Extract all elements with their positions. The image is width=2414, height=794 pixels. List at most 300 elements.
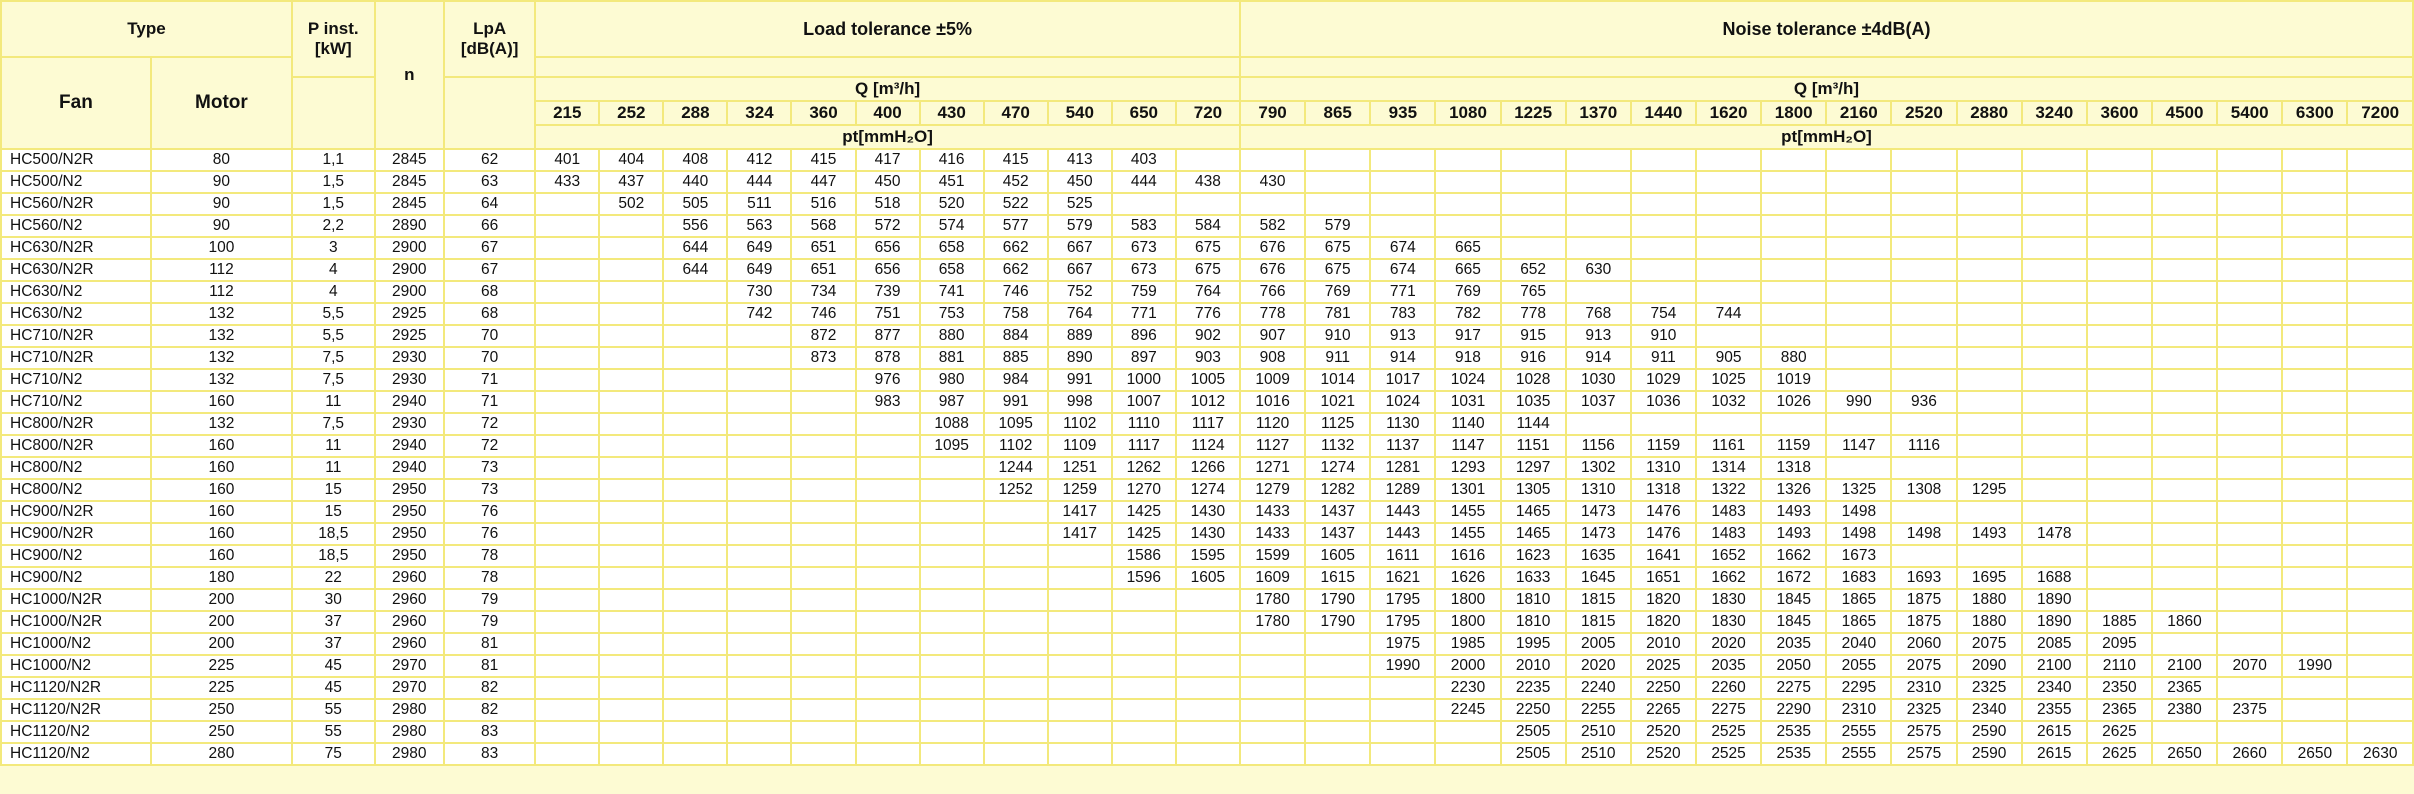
cell-pressure	[1761, 281, 1826, 303]
cell-pressure	[2087, 545, 2152, 567]
cell-pressure	[727, 721, 791, 743]
cell-pressure: 1159	[1761, 435, 1826, 457]
cell-motor: 90	[151, 193, 292, 215]
cell-pressure: 980	[920, 369, 984, 391]
cell-pressure: 783	[1370, 303, 1435, 325]
cell-pressure	[920, 545, 984, 567]
cell-pressure	[2282, 281, 2347, 303]
cell-pressure	[1240, 743, 1305, 765]
cell-pressure	[1370, 699, 1435, 721]
cell-pressure: 990	[1826, 391, 1891, 413]
cell-pressure: 667	[1048, 259, 1112, 281]
cell-pressure: 2275	[1761, 677, 1826, 699]
cell-pressure: 2520	[1631, 743, 1696, 765]
cell-pressure	[599, 325, 663, 347]
table-row	[1, 171, 2413, 193]
cell-motor: 200	[151, 589, 292, 611]
cell-pressure: 1024	[1435, 369, 1500, 391]
cell-pressure	[2347, 413, 2413, 435]
cell-pressure: 408	[663, 149, 727, 171]
cell-pressure	[599, 237, 663, 259]
cell-pressure	[2217, 721, 2282, 743]
cell-pressure: 1498	[1826, 523, 1891, 545]
cell-pressure	[1501, 237, 1566, 259]
cell-pressure: 1795	[1370, 589, 1435, 611]
cell-pressure	[535, 655, 599, 677]
cell-lpa: 64	[444, 193, 535, 215]
cell-pressure	[1566, 149, 1631, 171]
cell-power: 75	[292, 743, 375, 765]
cell-pressure	[1761, 413, 1826, 435]
cell-pressure	[2217, 237, 2282, 259]
cell-pressure	[2347, 457, 2413, 479]
cell-pressure	[920, 523, 984, 545]
cell-speed: 2950	[375, 545, 444, 567]
cell-pressure	[2282, 347, 2347, 369]
cell-pressure: 1088	[920, 413, 984, 435]
cell-pressure: 1017	[1370, 369, 1435, 391]
cell-pressure: 1244	[984, 457, 1048, 479]
cell-pressure: 991	[1048, 369, 1112, 391]
cell-pressure	[599, 435, 663, 457]
cell-pressure: 908	[1240, 347, 1305, 369]
cell-pressure	[1696, 171, 1761, 193]
cell-pressure	[984, 655, 1048, 677]
cell-pressure	[1891, 501, 1956, 523]
cell-pressure	[1957, 413, 2022, 435]
cell-pressure: 2630	[2347, 743, 2413, 765]
cell-pressure: 2590	[1957, 721, 2022, 743]
cell-pressure	[2282, 699, 2347, 721]
load-tolerance-header: Load tolerance ±5%	[535, 1, 1240, 57]
cell-pressure	[1112, 677, 1176, 699]
cell-pressure	[2347, 435, 2413, 457]
cell-pressure: 1302	[1566, 457, 1631, 479]
cell-pressure: 2235	[1501, 677, 1566, 699]
cell-pressure	[535, 259, 599, 281]
cell-pressure: 1159	[1631, 435, 1696, 457]
cell-power: 4	[292, 281, 375, 303]
cell-pressure: 880	[920, 325, 984, 347]
cell-pressure: 1305	[1501, 479, 1566, 501]
cell-pressure	[1957, 303, 2022, 325]
cell-pressure: 1102	[984, 435, 1048, 457]
cell-pressure: 2365	[2152, 677, 2217, 699]
cell-pressure: 918	[1435, 347, 1500, 369]
cell-pressure	[663, 347, 727, 369]
cell-fan: HC1120/N2	[1, 721, 151, 743]
pinst-label: P inst.	[307, 19, 359, 38]
q-value-header: 400	[856, 101, 920, 125]
cell-fan: HC500/N2	[1, 171, 151, 193]
cell-pressure: 447	[791, 171, 855, 193]
cell-pressure: 1476	[1631, 523, 1696, 545]
cell-pressure: 1465	[1501, 501, 1566, 523]
cell-motor: 225	[151, 655, 292, 677]
cell-pressure	[2217, 677, 2282, 699]
cell-power: 11	[292, 435, 375, 457]
cell-pressure: 415	[791, 149, 855, 171]
cell-pressure: 2525	[1696, 721, 1761, 743]
cell-pressure	[599, 303, 663, 325]
cell-pressure	[535, 501, 599, 523]
cell-pressure: 577	[984, 215, 1048, 237]
cell-power: 7,5	[292, 347, 375, 369]
cell-pressure: 1790	[1305, 589, 1370, 611]
cell-pressure	[2282, 237, 2347, 259]
cell-pressure	[2152, 259, 2217, 281]
cell-pressure: 1031	[1435, 391, 1500, 413]
cell-pressure: 502	[599, 193, 663, 215]
cell-pressure	[1957, 501, 2022, 523]
cell-pressure: 2660	[2217, 743, 2282, 765]
cell-pressure	[727, 413, 791, 435]
cell-pressure	[791, 677, 855, 699]
cell-pressure	[2087, 369, 2152, 391]
cell-pressure	[535, 743, 599, 765]
cell-pressure: 2325	[1957, 677, 2022, 699]
cell-pressure	[2217, 281, 2282, 303]
cell-motor: 112	[151, 259, 292, 281]
cell-pressure: 880	[1761, 347, 1826, 369]
cell-pressure: 907	[1240, 325, 1305, 347]
table-row	[1, 457, 2413, 479]
cell-pressure: 582	[1240, 215, 1305, 237]
cell-pressure: 2090	[1957, 655, 2022, 677]
cell-fan: HC1120/N2R	[1, 677, 151, 699]
cell-pressure	[1435, 193, 1500, 215]
cell-pressure	[2217, 369, 2282, 391]
cell-pressure: 1095	[920, 435, 984, 457]
cell-fan: HC900/N2R	[1, 501, 151, 523]
cell-pressure: 649	[727, 259, 791, 281]
cell-pressure: 1483	[1696, 523, 1761, 545]
cell-pressure: 1662	[1761, 545, 1826, 567]
q-value-header: 215	[535, 101, 599, 125]
cell-pressure: 2575	[1891, 721, 1956, 743]
cell-pressure: 1990	[1370, 655, 1435, 677]
cell-pressure: 1845	[1761, 589, 1826, 611]
cell-power: 3	[292, 237, 375, 259]
cell-pressure	[1176, 655, 1240, 677]
cell-pressure: 759	[1112, 281, 1176, 303]
cell-pressure: 1651	[1631, 567, 1696, 589]
cell-pressure	[791, 369, 855, 391]
cell-pressure	[1826, 413, 1891, 435]
cell-pressure: 1865	[1826, 589, 1891, 611]
cell-speed: 2960	[375, 567, 444, 589]
cell-pressure	[1112, 655, 1176, 677]
cell-pressure	[984, 699, 1048, 721]
cell-pressure	[791, 743, 855, 765]
table-row	[1, 193, 2413, 215]
cell-pressure: 734	[791, 281, 855, 303]
cell-pressure	[663, 391, 727, 413]
cell-pressure	[1957, 369, 2022, 391]
cell-pressure	[2217, 391, 2282, 413]
cell-pressure	[727, 479, 791, 501]
cell-fan: HC1000/N2	[1, 633, 151, 655]
cell-pressure: 1780	[1240, 589, 1305, 611]
cell-pressure: 1012	[1176, 391, 1240, 413]
cell-pressure: 913	[1370, 325, 1435, 347]
cell-pressure	[856, 479, 920, 501]
cell-pressure: 1028	[1501, 369, 1566, 391]
cell-pressure: 1473	[1566, 523, 1631, 545]
cell-pressure: 1308	[1891, 479, 1956, 501]
cell-pressure	[2347, 171, 2413, 193]
cell-pressure: 1035	[1501, 391, 1566, 413]
cell-pressure	[2022, 457, 2087, 479]
cell-motor: 160	[151, 435, 292, 457]
cell-pressure: 1295	[1957, 479, 2022, 501]
cell-pressure	[1761, 325, 1826, 347]
cell-pressure	[2087, 281, 2152, 303]
cell-pressure	[920, 611, 984, 633]
cell-speed: 2940	[375, 391, 444, 413]
cell-pressure: 739	[856, 281, 920, 303]
cell-pressure	[1048, 699, 1112, 721]
cell-pressure: 644	[663, 237, 727, 259]
cell-motor: 200	[151, 633, 292, 655]
cell-power: 22	[292, 567, 375, 589]
type-header: Type	[1, 1, 292, 57]
cell-pressure	[727, 523, 791, 545]
cell-pressure: 1465	[1501, 523, 1566, 545]
cell-fan: HC1120/N2R	[1, 699, 151, 721]
cell-pressure	[2217, 457, 2282, 479]
cell-pressure: 2085	[2022, 633, 2087, 655]
cell-pressure	[1305, 171, 1370, 193]
cell-pressure: 450	[1048, 171, 1112, 193]
cell-pressure: 2005	[1566, 633, 1631, 655]
cell-pressure: 1021	[1305, 391, 1370, 413]
cell-pressure	[2087, 193, 2152, 215]
cell-pressure: 2340	[1957, 699, 2022, 721]
cell-pressure: 730	[727, 281, 791, 303]
cell-pressure	[2087, 523, 2152, 545]
cell-pressure: 525	[1048, 193, 1112, 215]
cell-pressure	[535, 677, 599, 699]
cell-pressure: 1795	[1370, 611, 1435, 633]
cell-pressure: 752	[1048, 281, 1112, 303]
q-value-header: 865	[1305, 101, 1370, 125]
cell-pressure	[663, 523, 727, 545]
cell-motor: 180	[151, 567, 292, 589]
cell-power: 11	[292, 391, 375, 413]
cell-pressure	[2347, 633, 2413, 655]
cell-pressure	[2347, 193, 2413, 215]
cell-pressure	[663, 655, 727, 677]
cell-pressure	[599, 589, 663, 611]
cell-pressure	[856, 567, 920, 589]
cell-pressure	[791, 435, 855, 457]
table-row	[1, 281, 2413, 303]
cell-pressure	[2152, 325, 2217, 347]
cell-pressure	[856, 457, 920, 479]
cell-pressure	[599, 633, 663, 655]
lpa-header	[444, 1, 535, 77]
cell-pressure	[599, 281, 663, 303]
cell-pressure: 1443	[1370, 523, 1435, 545]
cell-speed: 2940	[375, 435, 444, 457]
cell-pressure	[599, 611, 663, 633]
cell-pressure	[856, 721, 920, 743]
cell-pressure: 656	[856, 237, 920, 259]
cell-pressure	[1305, 193, 1370, 215]
q-value-header: 720	[1176, 101, 1240, 125]
cell-pressure	[2087, 435, 2152, 457]
cell-pressure	[2282, 303, 2347, 325]
cell-pressure	[1048, 589, 1112, 611]
cell-pressure	[2347, 303, 2413, 325]
cell-pressure	[1826, 259, 1891, 281]
cell-pressure: 2275	[1696, 699, 1761, 721]
cell-pressure	[599, 413, 663, 435]
cell-pressure: 766	[1240, 281, 1305, 303]
cell-pressure	[2282, 391, 2347, 413]
cell-pressure: 1810	[1501, 611, 1566, 633]
cell-pressure	[2087, 589, 2152, 611]
cell-pressure	[1566, 281, 1631, 303]
cell-pressure: 656	[856, 259, 920, 281]
table-row	[1, 545, 2413, 567]
cell-pressure	[2087, 237, 2152, 259]
cell-lpa: 76	[444, 501, 535, 523]
cell-pressure	[663, 699, 727, 721]
cell-speed: 2845	[375, 193, 444, 215]
cell-pressure	[1891, 215, 1956, 237]
cell-pressure: 878	[856, 347, 920, 369]
cell-pressure: 917	[1435, 325, 1500, 347]
cell-fan: HC1000/N2	[1, 655, 151, 677]
cell-pressure	[984, 721, 1048, 743]
cell-pressure	[1696, 215, 1761, 237]
table-row	[1, 721, 2413, 743]
cell-pressure	[920, 501, 984, 523]
cell-pressure: 1140	[1435, 413, 1500, 435]
cell-pressure	[1176, 633, 1240, 655]
cell-pressure	[663, 325, 727, 347]
cell-pressure	[2087, 149, 2152, 171]
cell-pressure	[1048, 743, 1112, 765]
cell-pressure	[791, 611, 855, 633]
cell-pressure	[1957, 193, 2022, 215]
cell-pressure	[535, 611, 599, 633]
cell-speed: 2980	[375, 743, 444, 765]
cell-pressure: 1693	[1891, 567, 1956, 589]
cell-pressure: 905	[1696, 347, 1761, 369]
cell-pressure	[2152, 171, 2217, 193]
cell-pressure: 1815	[1566, 611, 1631, 633]
cell-pressure	[663, 611, 727, 633]
cell-pressure: 658	[920, 237, 984, 259]
cell-pressure: 1695	[1957, 567, 2022, 589]
cell-pressure	[2347, 369, 2413, 391]
cell-pressure: 765	[1501, 281, 1566, 303]
cell-pressure	[663, 589, 727, 611]
cell-pressure	[2022, 325, 2087, 347]
cell-pressure: 873	[791, 347, 855, 369]
cell-pressure: 744	[1696, 303, 1761, 325]
q-value-header: 4500	[2152, 101, 2217, 125]
cell-pressure: 915	[1501, 325, 1566, 347]
cell-pressure	[1957, 149, 2022, 171]
cell-speed: 2980	[375, 721, 444, 743]
cell-pressure	[1435, 171, 1500, 193]
q-value-header: 6300	[2282, 101, 2347, 125]
cell-pressure	[2347, 721, 2413, 743]
pinst-continuation	[292, 77, 375, 149]
cell-pressure	[984, 523, 1048, 545]
cell-pressure: 778	[1501, 303, 1566, 325]
cell-pressure: 1132	[1305, 435, 1370, 457]
cell-pressure	[535, 193, 599, 215]
cell-pressure	[2347, 391, 2413, 413]
cell-pressure: 1890	[2022, 589, 2087, 611]
cell-pressure	[663, 633, 727, 655]
cell-pressure	[1176, 677, 1240, 699]
cell-pressure: 1144	[1501, 413, 1566, 435]
cell-pressure: 2555	[1826, 721, 1891, 743]
cell-pressure	[1696, 259, 1761, 281]
cell-pressure	[1370, 215, 1435, 237]
cell-pressure: 1326	[1761, 479, 1826, 501]
cell-pressure: 1815	[1566, 589, 1631, 611]
cell-pressure	[984, 589, 1048, 611]
cell-speed: 2960	[375, 589, 444, 611]
cell-lpa: 83	[444, 721, 535, 743]
cell-pressure	[856, 743, 920, 765]
cell-pressure	[2347, 655, 2413, 677]
cell-pressure	[2152, 149, 2217, 171]
cell-speed: 2950	[375, 501, 444, 523]
cell-pressure: 1880	[1957, 611, 2022, 633]
q-noise-header: Q [m³/h]	[1240, 77, 2413, 101]
cell-power: 45	[292, 677, 375, 699]
cell-pressure: 2355	[2022, 699, 2087, 721]
cell-pressure	[2217, 325, 2282, 347]
cell-pressure	[2087, 501, 2152, 523]
cell-pressure	[1631, 281, 1696, 303]
cell-pressure: 2505	[1501, 743, 1566, 765]
cell-power: 7,5	[292, 369, 375, 391]
cell-pressure: 1252	[984, 479, 1048, 501]
cell-motor: 100	[151, 237, 292, 259]
table-body	[1, 149, 2413, 765]
cell-pressure	[1435, 149, 1500, 171]
cell-pressure: 1596	[1112, 567, 1176, 589]
cell-pressure	[2282, 457, 2347, 479]
cell-pressure: 1274	[1305, 457, 1370, 479]
cell-pressure	[1957, 435, 2022, 457]
cell-pressure: 754	[1631, 303, 1696, 325]
cell-pressure	[1048, 677, 1112, 699]
cell-pressure: 913	[1566, 325, 1631, 347]
cell-pressure: 1156	[1566, 435, 1631, 457]
cell-power: 15	[292, 479, 375, 501]
cell-pressure: 1102	[1048, 413, 1112, 435]
cell-pressure: 1117	[1112, 435, 1176, 457]
cell-pressure	[1631, 193, 1696, 215]
cell-power: 18,5	[292, 545, 375, 567]
cell-pressure: 437	[599, 171, 663, 193]
cell-pressure: 1325	[1826, 479, 1891, 501]
cell-pressure: 2290	[1761, 699, 1826, 721]
cell-pressure: 1641	[1631, 545, 1696, 567]
cell-pressure: 1990	[2282, 655, 2347, 677]
cell-motor: 132	[151, 347, 292, 369]
